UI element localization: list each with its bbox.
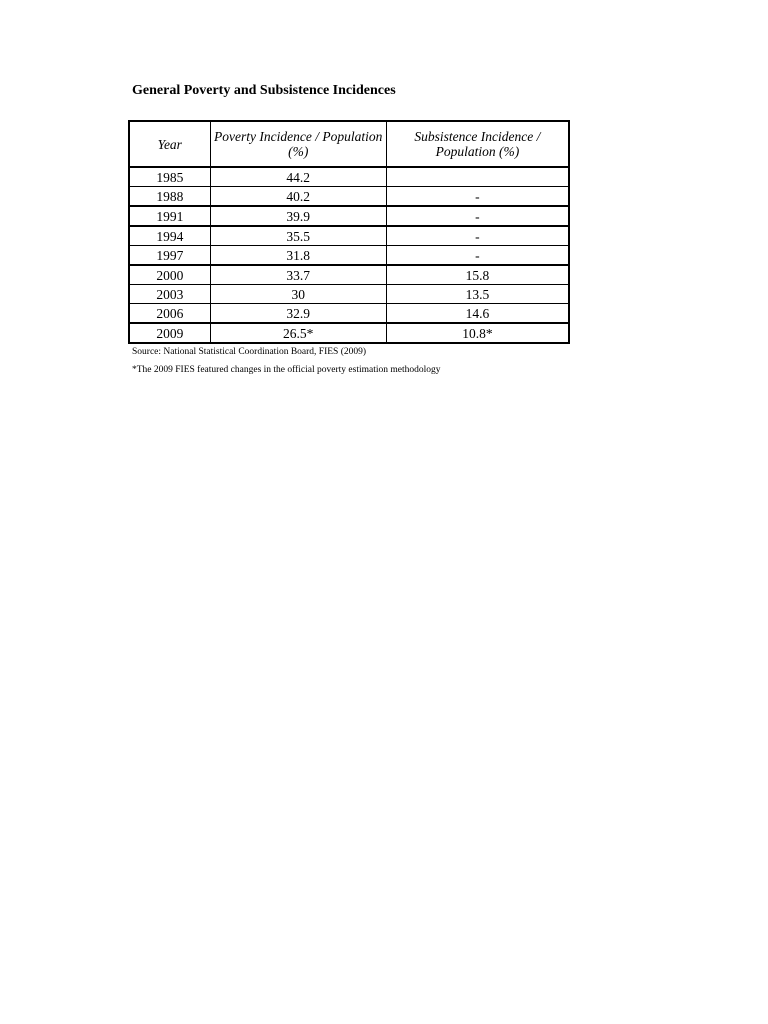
subsistence-cell: 13.5 bbox=[386, 285, 569, 304]
table-row bbox=[129, 285, 569, 304]
table-row bbox=[129, 206, 569, 226]
subsistence-cell: - bbox=[386, 226, 569, 246]
poverty-column-header: Poverty Incidence / Population (%) bbox=[210, 121, 386, 167]
poverty-cell: 40.2 bbox=[210, 187, 386, 207]
poverty-cell: 32.9 bbox=[210, 304, 386, 324]
year-cell: 2009 bbox=[129, 323, 210, 343]
subsistence-cell: 14.6 bbox=[386, 304, 569, 324]
year-cell: 1985 bbox=[129, 167, 210, 187]
table-row bbox=[129, 304, 569, 324]
year-cell: 1994 bbox=[129, 226, 210, 246]
year-cell: 2006 bbox=[129, 304, 210, 324]
year-cell: 2003 bbox=[129, 285, 210, 304]
methodology-note: *The 2009 FIES featured changes in the official poverty estimation methodology bbox=[132, 365, 441, 375]
table-row bbox=[129, 246, 569, 266]
table-row bbox=[129, 265, 569, 285]
year-column-header: Year bbox=[129, 121, 210, 167]
year-cell: 2000 bbox=[129, 265, 210, 285]
table-row bbox=[129, 167, 569, 187]
page-title: General Poverty and Subsistence Incidences bbox=[132, 83, 396, 98]
subsistence-column-header: Subsistence Incidence / Population (%) bbox=[386, 121, 569, 167]
poverty-cell: 35.5 bbox=[210, 226, 386, 246]
table-header-row bbox=[129, 121, 569, 167]
subsistence-cell bbox=[386, 167, 569, 187]
subsistence-cell: - bbox=[386, 187, 569, 207]
year-cell: 1988 bbox=[129, 187, 210, 207]
subsistence-cell: 15.8 bbox=[386, 265, 569, 285]
poverty-cell: 30 bbox=[210, 285, 386, 304]
poverty-cell: 33.7 bbox=[210, 265, 386, 285]
subsistence-cell: 10.8* bbox=[386, 323, 569, 343]
table-row bbox=[129, 187, 569, 207]
source-note: Source: National Statistical Coordination Board, FIES (2009) bbox=[132, 347, 367, 357]
year-cell: 1997 bbox=[129, 246, 210, 266]
poverty-cell: 26.5* bbox=[210, 323, 386, 343]
subsistence-cell: - bbox=[386, 206, 569, 226]
table-row bbox=[129, 226, 569, 246]
poverty-cell: 39.9 bbox=[210, 206, 386, 226]
poverty-cell: 44.2 bbox=[210, 167, 386, 187]
year-cell: 1991 bbox=[129, 206, 210, 226]
poverty-table bbox=[128, 120, 570, 344]
poverty-cell: 31.8 bbox=[210, 246, 386, 266]
subsistence-cell: - bbox=[386, 246, 569, 266]
table-row bbox=[129, 323, 569, 343]
